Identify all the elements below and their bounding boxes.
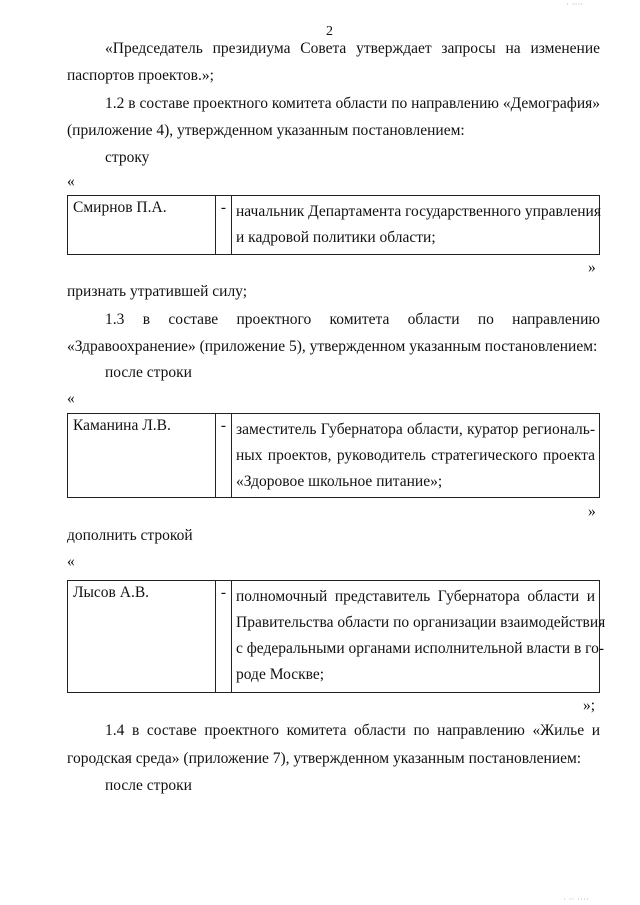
entry-line: ных проектов, руководитель стратегического проекта — [236, 447, 595, 464]
word: направлению — [512, 311, 600, 328]
entry-dash: - — [216, 196, 232, 255]
entry-line: с федеральными органами исполнительной власти в го- — [236, 640, 605, 657]
close-quote: »; — [583, 697, 596, 714]
word: по — [477, 311, 494, 328]
entry-line: Правительства области по организации взаимодействия — [236, 614, 606, 631]
word: проектного — [236, 311, 312, 328]
close-quote: » — [588, 503, 596, 520]
word: составе — [168, 311, 219, 328]
entry-description — [232, 196, 600, 255]
entry-line: и кадровой политики области; — [236, 229, 436, 246]
scan-mark-top: · ···· — [566, 0, 584, 10]
word: комитета — [329, 311, 390, 328]
paragraph-4-line-2: городская среда» (приложение 7), утвержденном указанным постановлением: — [67, 750, 582, 767]
paragraph-2-line-2: (приложение 4), утвержденном указанным постановлением: — [67, 122, 465, 139]
entry-line: роде Москве; — [236, 666, 325, 683]
word: 1.3 — [105, 311, 125, 328]
entry-dash: - — [216, 581, 232, 693]
posle-stroki-label: после строки — [105, 364, 192, 381]
entry-table-lysov — [67, 580, 606, 693]
page-number: 2 — [326, 24, 333, 39]
paragraph-1-line-1: «Председатель президиума Совета утверждает запросы на изменение — [105, 40, 600, 57]
entry-line: начальник Департамента государственного управления — [236, 203, 601, 220]
posle-stroki-label: после строки — [105, 777, 192, 794]
scan-mark-bottom: · ·· ···· — [563, 895, 589, 905]
priznat-line: признать утратившей силу; — [67, 283, 248, 300]
entry-table-smirnov — [67, 195, 600, 255]
entry-line: заместитель Губернатора области, куратор региональ- — [236, 421, 595, 438]
stroku-label: строку — [105, 149, 150, 166]
dopolnit-label: дополнить строкой — [67, 527, 193, 544]
paragraph-3-line-1 — [105, 311, 600, 329]
entry-name-cell — [68, 581, 216, 693]
paragraph-1-line-2: паспортов проектов.»; — [67, 67, 214, 84]
entry-name-cell — [68, 196, 216, 255]
entry-name: Смирнов П.А. — [73, 199, 167, 216]
paragraph-4-line-1: 1.4 в составе проектного комитета области по направлению «Жилье и — [105, 722, 600, 739]
entry-name: Лысов А.В. — [73, 584, 150, 601]
entry-name: Каманина Л.В. — [73, 417, 171, 434]
word: в — [142, 311, 151, 328]
entry-dash: - — [216, 414, 232, 498]
entry-description — [232, 414, 600, 498]
word: области — [407, 311, 460, 328]
open-quote: « — [67, 553, 75, 570]
entry-line: полномочный представитель Губернатора области и — [236, 588, 595, 605]
entry-description — [232, 581, 606, 693]
paragraph-3-line-2: «Здравоохранение» (приложение 5), утвержденном указанным постановлением: — [67, 338, 598, 355]
open-quote: « — [67, 173, 75, 190]
entry-line: «Здоровое школьное питание»; — [236, 473, 443, 490]
entry-table-kamanina — [67, 413, 600, 498]
close-quote: » — [588, 259, 596, 276]
open-quote: « — [67, 390, 75, 407]
paragraph-2-line-1: 1.2 в составе проектного комитета области по направлению «Демография» — [105, 95, 600, 112]
entry-name-cell — [68, 414, 216, 498]
